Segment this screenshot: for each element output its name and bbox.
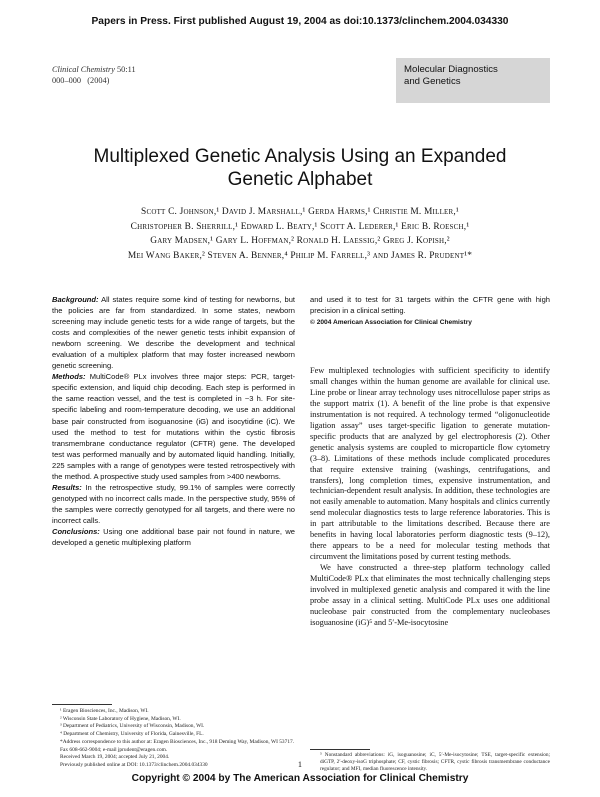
title-line-1: Multiplexed Genetic Analysis Using an Expanded (93, 146, 507, 167)
abstract-methods-label: Methods: (52, 372, 86, 382)
journal-name: Clinical Chemistry (52, 65, 115, 74)
authors-line-1: Scott C. Johnson,¹ David J. Marshall,¹ Gerda Harms,¹ Christie M. Miller,¹ (141, 207, 459, 217)
journal-year: (2004) (87, 76, 110, 85)
abstract-methods-text: MultiCode® PLx involves three major steps: PCR, target-specific extension, and liquid chip decoding. Each step is performed in the same reaction vessel, and the test is completed in ~3 h. For site-specific labeling and room-temperature decoding, we use an additional base pair constructed from isoguanosine (iG) and isocytidine (iC). We used the method to test for mutations within the cystic fibrosis transmembrane conductance regulator (CFTR) gene. The developed test was performed manually and by automated liquid handling. Initially, 225 samples with a range of genotypes were tested retrospectively with the method. A prospective study used samples from >400 newborns. (52, 372, 295, 481)
body-paragraph-1: Few multiplexed technologies with sufficient specificity to identify small changes within the human genome are available for clinical use. Line probe or linear array technology uses nitrocellulose paper strips as the support matrix (1). A benefit of the line probe is that expensive instrumentation is not required. A technology termed “oligonucleotide ligation assay” uses target-specific ligation to generate mutation-specific products that are analyzed by gel electrophoresis (2). Other genetic analysis systems are coupled to microparticle flow cytometry (3–8). Limitations of these methods include complicated procedures that require extensive training (washings, centrifugations, and transfers), long completion times, expensive instrumentation, and technician-dependent result analysis. In addition, these technologies are not easily amenable to automation. Many hospitals and clinics currently send molecular diagnostics tests to large reference laboratories. This is in part attributable to the limitations described. Because there are benefits in having local laboratories perform diagnostic tests (9–12), there appears to be a need for molecular testing methods that circumvent the limitations posed by current testing methods. (310, 366, 550, 562)
affiliation-3: ³ Department of Pediatrics, University of Wisconsin, Madison, WI. (60, 723, 205, 730)
section-label-line-1: Molecular Diagnostics (404, 64, 498, 75)
abstract (52, 294, 295, 548)
abbreviations-divider (310, 749, 370, 750)
abstract-results-text: In the retrospective study, 99.1% of samples were correctly genotyped with no incorrect calls made. In the perspective study, 95% of the samples were correctly genotyped for all targets, and there were no incorrect calls. (52, 482, 295, 525)
section-label-line-2: and Genetics (404, 76, 461, 87)
affiliation-2: ² Wisconsin State Laboratory of Hygiene, Madison, WI. (60, 715, 181, 722)
preprint-banner: Papers in Press. First published August 19, 2004 as doi:10.1373/clinchem.2004.034330 (91, 16, 509, 27)
abstract-conclusions-label: Conclusions: (52, 526, 100, 536)
article-title (40, 145, 560, 191)
affiliation-4: ⁴ Department of Chemistry, University of Florida, Gainesville, FL. (60, 731, 204, 738)
abstract-results-label: Results: (52, 482, 82, 492)
abstract-conclusions-text: Using one additional base pair not found in nature, we developed a genetic multiplexing platform (52, 526, 295, 548)
abstract-copyright: © 2004 American Association for Clinical Chemistry (310, 319, 472, 327)
author-list (50, 205, 550, 263)
body-text (310, 366, 550, 629)
journal-line-2 (52, 75, 136, 86)
section-label-box (396, 58, 550, 103)
journal-volume: 50:11 (117, 65, 136, 74)
abstract-background-text: All states require some kind of testing for newborns, but the policies are far from standardized. In some states, newborn screening may include genetic tests for a wide range of targets, but the costs and complexities of the newer genetic tests inhibit expansion of newborn screening. We describe the development and technical evaluation of a multiplex platform that may foster increased newborn genetic screening. (52, 295, 295, 371)
title-line-2: Genetic Alphabet (227, 169, 373, 190)
online-doi: Previously published online at DOI: 10.1373/clinchem.2004.034330 (60, 761, 208, 768)
authors-line-4: Mei Wang Baker,² Steven A. Benner,⁴ Philip M. Farrell,³ and James R. Prudent¹* (127, 250, 473, 261)
abstract-continued-text: and used it to test for 31 targets within the CFTR gene with high precision in a clinical setting. (310, 295, 550, 316)
authors-line-2: Christopher B. Sherrill,¹ Edward L. Beaty,¹ Scott A. Lederer,¹ Eric B. Roesch,¹ (130, 221, 470, 232)
page-number: 1 (297, 760, 303, 769)
abstract-continuation (310, 294, 550, 328)
journal-citation (52, 64, 136, 86)
affiliation-1: ¹ Eragen Biosciences, Inc., Madison, WI. (60, 708, 149, 714)
correspondence-note: *Address correspondence to this author at: Eragen Biosciences, Inc., 918 Deming Way, Madison, WI 53717. Fax 608-662-9004; e-mail jprudent@eragen.com. (60, 738, 295, 753)
journal-line-1 (52, 64, 136, 75)
footnote-divider (52, 704, 112, 705)
abbreviations-footnote: ⁵ Nonstandard abbreviations: iG, isoguanosine; iC, 5′-Me-isocytosine; TSE, target-specific extension; diGTP, 2′-deoxy-isoG triphosphate; CF, cystic fibrosis; CFTR, cystic fibrosis transmembrane conductance regulator; and MFI, median fluorescence intensity. (320, 752, 550, 773)
received-dates: Received March 19, 2004; accepted July 21, 2004. (60, 754, 170, 761)
authors-line-3: Gary Madsen,¹ Gary L. Hoffman,² Ronald H. Laessig,² Greg J. Kopish,² (150, 236, 450, 246)
abstract-background-label: Background: (52, 295, 99, 304)
body-paragraph-2: We have constructed a three-step platform technology called MultiCode® PLx that eliminates the most technically challenging steps involved in multiplexed genetic analysis and compared it with the line probe assay in a clinical setting. MultiCode PLx uses one additional nucleobase pair constructed from the complementary nucleobases isoguanosine (iG)⁵ and 5′-Me-isocytosine (310, 563, 550, 627)
copyright-banner: Copyright © 2004 by The American Association for Clinical Chemistry (131, 773, 469, 784)
journal-pages: 000–000 (52, 76, 82, 85)
